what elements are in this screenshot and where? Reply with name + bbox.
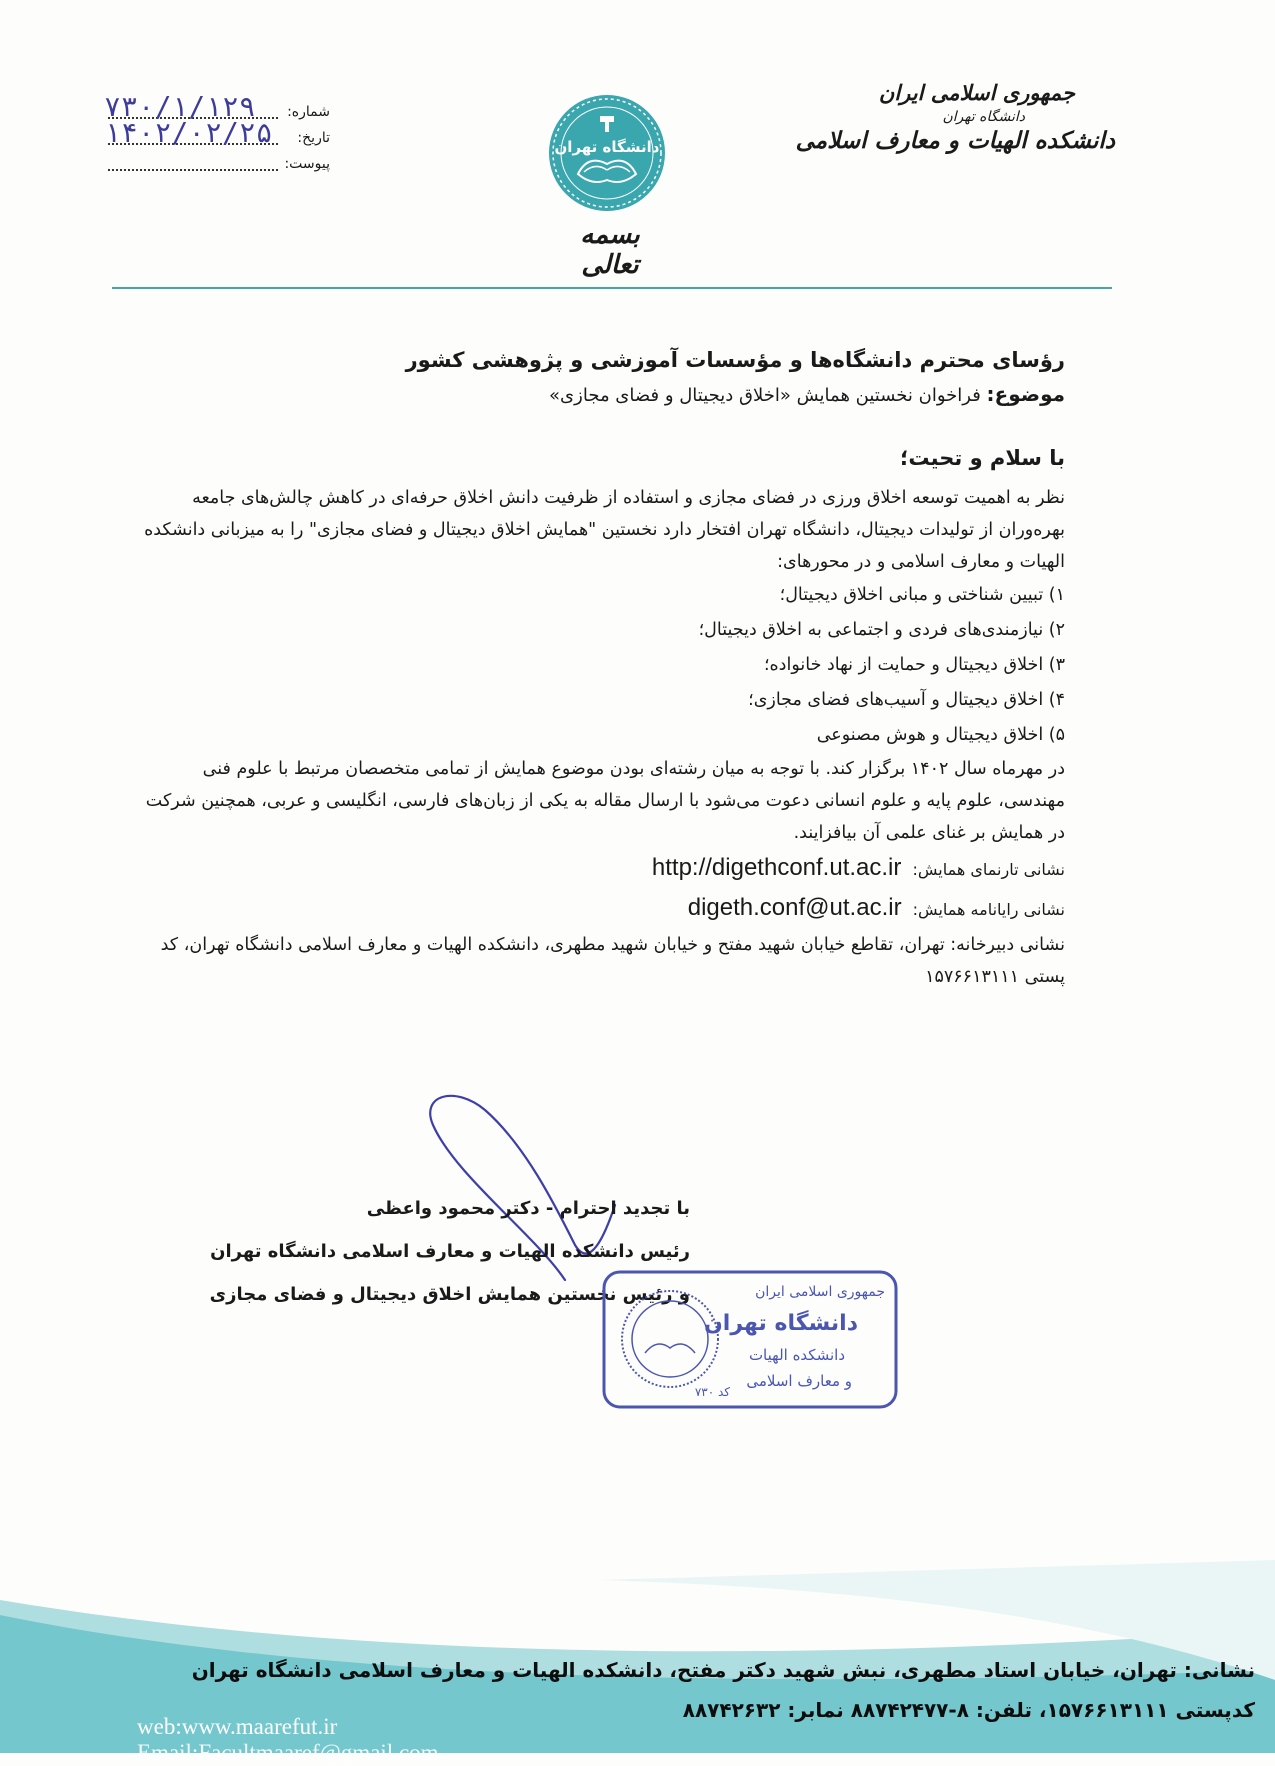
date-value: ۱۴۰۲/۰۲/۲۵ — [104, 116, 273, 149]
date-label: تاریخ: — [297, 130, 330, 146]
basmala: بسمه تعالی — [580, 220, 640, 280]
letter-body — [135, 348, 1065, 993]
stamp-line-1: جمهوری اسلامی ایران — [755, 1284, 885, 1300]
intro-paragraph: نظر به اهمیت توسعه اخلاق ورزی در فضای مجازی و استفاده از ظرفیت دانش اخلاق حرفه‌ای در کاهش چالش‌های جامعه بهره‌وران از تولیدات دیجیتال، دانشگاه تهران افتخار دارد نخستین "همایش اخلاق دیجیتال و فضای مجازی" را به میزبانی دانشکده الهیات و معارف اسلامی و در محورهای: — [144, 488, 1065, 572]
list-item: ۵) اخلاق دیجیتال و هوش مصنوعی — [816, 725, 1065, 745]
faculty-name: دانشکده الهیات و معارف اسلامی — [795, 127, 1115, 154]
subject-text: فراخوان نخستین همایش «اخلاق دیجیتال و فضای مجازی» — [549, 385, 981, 406]
stamp-line-4: و معارف اسلامی — [746, 1372, 852, 1390]
website-label: نشانی تارنمای همایش: — [912, 860, 1065, 879]
greeting: با سلام و تحیت؛ — [900, 446, 1065, 470]
number-value: ۷۳۰/۱/۱۲۹ — [104, 90, 256, 123]
footer-address: نشانی: تهران، خیابان استاد مطهری، نبش شهید دکتر مفتح، دانشکده الهیات و معارف اسلامی دانشگاه تهران — [191, 1658, 1255, 1682]
topics-list — [135, 578, 1065, 753]
attachment-label: پیوست: — [284, 156, 330, 172]
header-divider — [112, 287, 1112, 289]
email-row — [135, 889, 1065, 929]
stamp-line-3: دانشکده الهیات — [748, 1346, 845, 1364]
addressee: رؤسای محترم دانشگاه‌ها و مؤسسات آموزشی و پژوهشی کشور — [405, 348, 1065, 372]
list-item: ۴) اخلاق دیجیتال و آسیب‌های فضای مجازی؛ — [748, 690, 1065, 710]
email-link[interactable]: digeth.conf@ut.ac.ir — [687, 894, 902, 921]
number-label: شماره: — [287, 104, 330, 120]
letterhead-title — [785, 80, 1115, 154]
list-item: ۳) اخلاق دیجیتال و حمایت از نهاد خانواده؛ — [763, 655, 1065, 675]
signature-line-role: و رئیس نخستین همایش اخلاق دیجیتال و فضای مجازی — [209, 1284, 690, 1305]
stamp-line-2: دانشگاه تهران — [704, 1311, 858, 1336]
email-label: نشانی رایانامه همایش: — [912, 900, 1065, 919]
university-name: دانشگاه تهران — [942, 109, 1025, 125]
university-logo — [548, 94, 666, 212]
signature-line-name: با تجدید احترام - دکتر محمود واعظی — [366, 1198, 690, 1219]
footer-website[interactable]: web:www.maarefut.ir — [137, 1714, 338, 1739]
body-paragraph: در مهرماه سال ۱۴۰۲ برگزار کند. با توجه به میان رشته‌ای بودن موضوع همایش از تمامی متخصصان مرتبط با علوم فنی مهندسی، علوم پایه و علوم انسانی دعوت می‌شود با ارسال مقاله به یکی از زبان‌های فارسی، انگلیسی و عربی، همچنین شرکت در همایش بر غنای علمی آن بیافزایند. — [145, 759, 1065, 843]
subject-label: موضوع: — [986, 382, 1065, 406]
country-name: جمهوری اسلامی ایران — [878, 80, 1075, 105]
signature-line-title: رئیس دانشکده الهیات و معارف اسلامی دانشگاه تهران — [210, 1241, 690, 1262]
list-item: ۲) نیازمندی‌های فردی و اجتماعی به اخلاق دیجیتال؛ — [698, 620, 1065, 640]
website-link[interactable]: http://digethconf.ut.ac.ir — [651, 854, 902, 881]
letter-meta — [100, 90, 330, 178]
subject-line — [135, 382, 1065, 406]
website-row — [135, 849, 1065, 889]
list-item: ۱) تبیین شناختی و مبانی اخلاق دیجیتال؛ — [779, 585, 1065, 605]
footer-email[interactable]: Email:Facultmaaref@gmail.com — [137, 1740, 439, 1765]
secretariat-address: نشانی دبیرخانه: تهران، تقاطع خیابان شهید مفتح و خیابان شهید مطهری، دانشکده الهیات و معارف اسلامی دانشگاه تهران، کد پستی ۱۵۷۶۶۱۳۱۱۱ — [160, 935, 1065, 987]
stamp-code: کد ۷۳۰ — [694, 1385, 730, 1399]
logo-text: دانشگاه تهران — [554, 138, 660, 156]
official-stamp — [600, 1268, 900, 1411]
footer-phones: کدپستی ۱۵۷۶۶۱۳۱۱۱، تلفن: ۸-۸۸۷۴۲۴۷۷ نمابر: ۸۸۷۴۲۶۳۲ — [682, 1698, 1255, 1722]
